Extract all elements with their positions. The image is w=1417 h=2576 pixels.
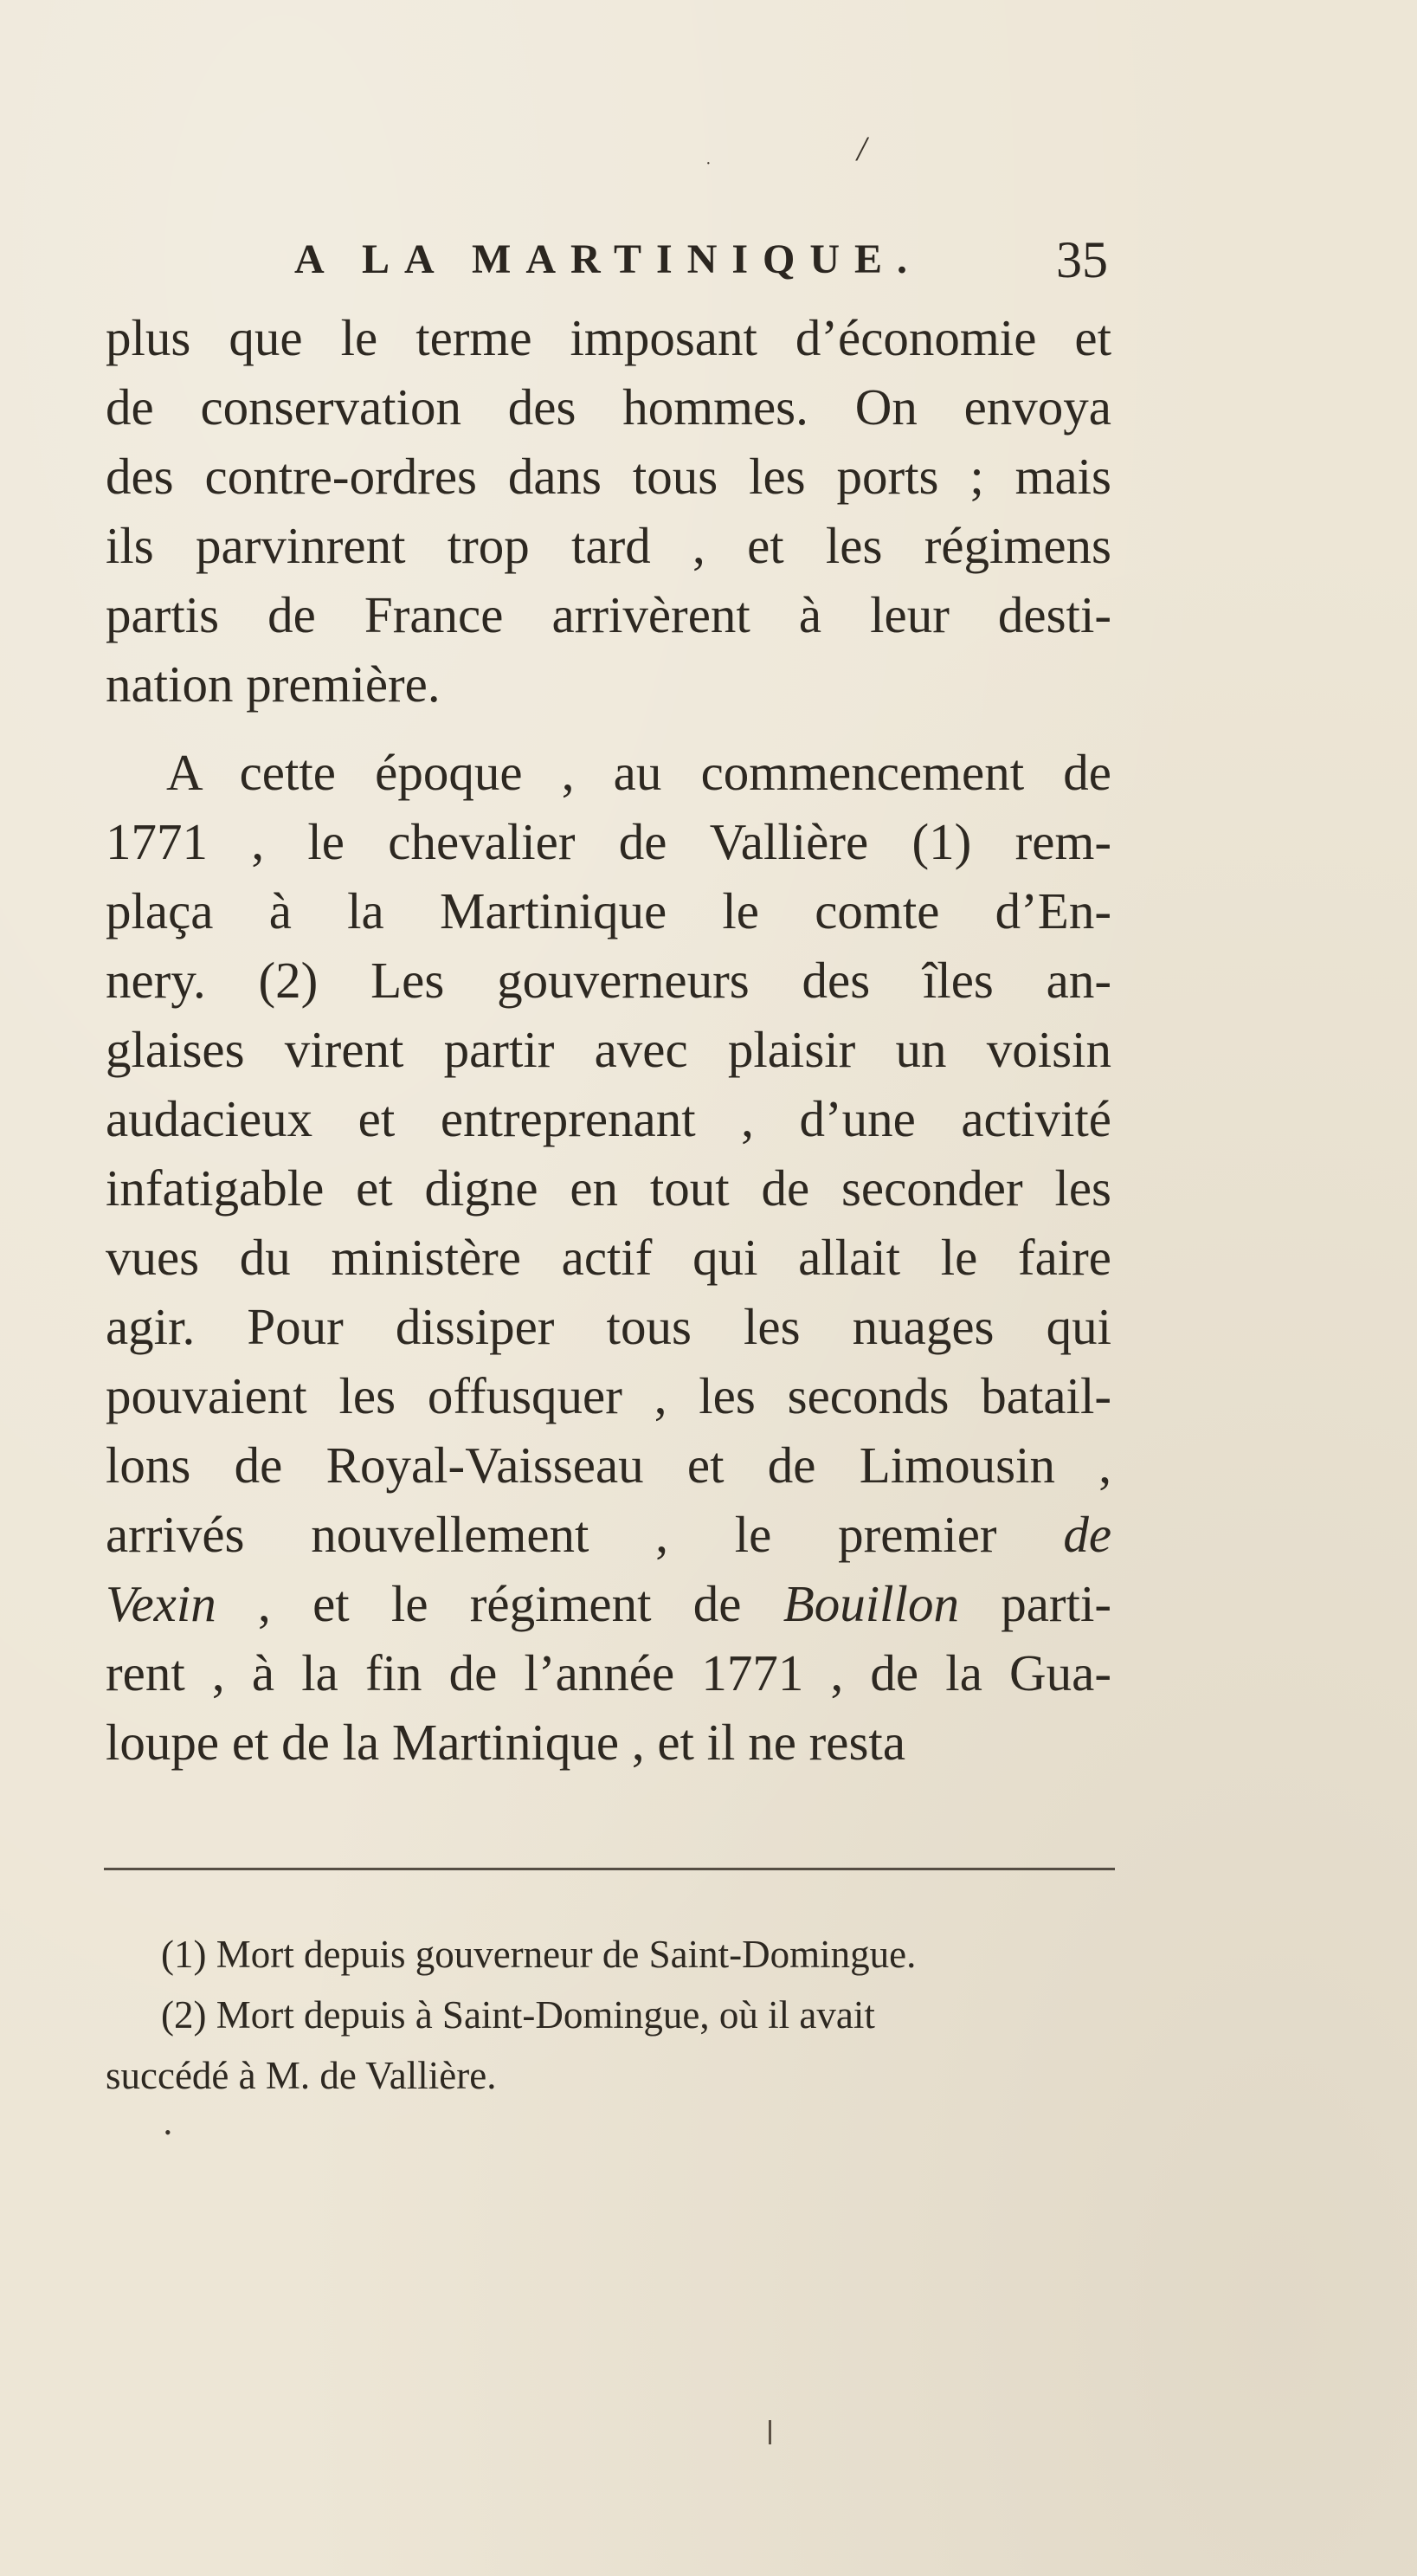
text-line: pouvaient les offusquer , les seconds batail- [106,1367,1111,1424]
bottom-tick-mark [769,2420,771,2444]
italic-word: Vexin [106,1575,216,1632]
text-line: audacieux et entreprenant , d’une activité [106,1090,1111,1147]
text-line: partis de France arrivèrent à leur desti- [106,586,1111,643]
footnote-2: (2) Mort depuis à Saint-Domingue, où il avait [161,1993,875,2037]
text-line: nery. (2) Les gouverneurs des îles an- [106,952,1111,1009]
text-line: 1771 , le chevalier de Vallière (1) rem- [106,813,1111,870]
footnotes [106,1924,1111,2106]
footnote-rule [104,1868,1115,1870]
text-line: plaça à la Martinique le comte d’En- [106,882,1111,939]
text-line: agir. Pour dissiper tous les nuages qui [106,1298,1111,1355]
text-line: lons de Royal-Vaisseau et de Limousin , [106,1436,1111,1494]
text-line-with-italic [106,1500,1111,1569]
text-line: vues du ministère actif qui allait le faire [106,1229,1111,1286]
page-number: 35 [1056,231,1108,288]
top-tick-mark: / [857,129,867,168]
footnote-1: (1) Mort depuis gouverneur de Saint-Domingue. [161,1933,917,1976]
text-line: loupe et de la Martinique , et il ne resta [106,1714,906,1771]
italic-word: de [1063,1506,1111,1563]
top-dot-mark: · [705,154,712,173]
running-title: A LA MARTINIQUE. [294,236,923,282]
text-line: ils parvinrent trop tard , et les régimens [106,517,1111,574]
text-fragment: , et le régiment de [216,1575,783,1632]
text-line-with-italic [106,1569,1111,1638]
footnote-2-continued: succédé à M. de Vallière. [106,2054,497,2097]
text-line: nation première. [106,655,441,713]
text-line: infatigable et digne en tout de seconder les [106,1159,1111,1217]
text-line: A cette époque , au commencement de [166,744,1111,801]
text-line: plus que le terme imposant d’économie et [106,309,1111,366]
text-line: de conservation des hommes. On envoya [106,378,1111,436]
running-header [294,231,1108,305]
body-text [106,303,1111,1777]
italic-word: Bouillon [783,1575,959,1632]
text-fragment: arrivés nouvellement , le premier [106,1506,1064,1563]
bottom-dot-mark: • [164,2121,171,2143]
text-line: des contre-ordres dans tous les ports ; mais [106,448,1111,505]
text-line: glaises virent partir avec plaisir un voisin [106,1021,1111,1078]
paragraph-gap [106,719,1111,738]
text-line: rent , à la fin de l’année 1771 , de la Gua- [106,1644,1111,1701]
text-fragment: parti- [958,1575,1111,1632]
